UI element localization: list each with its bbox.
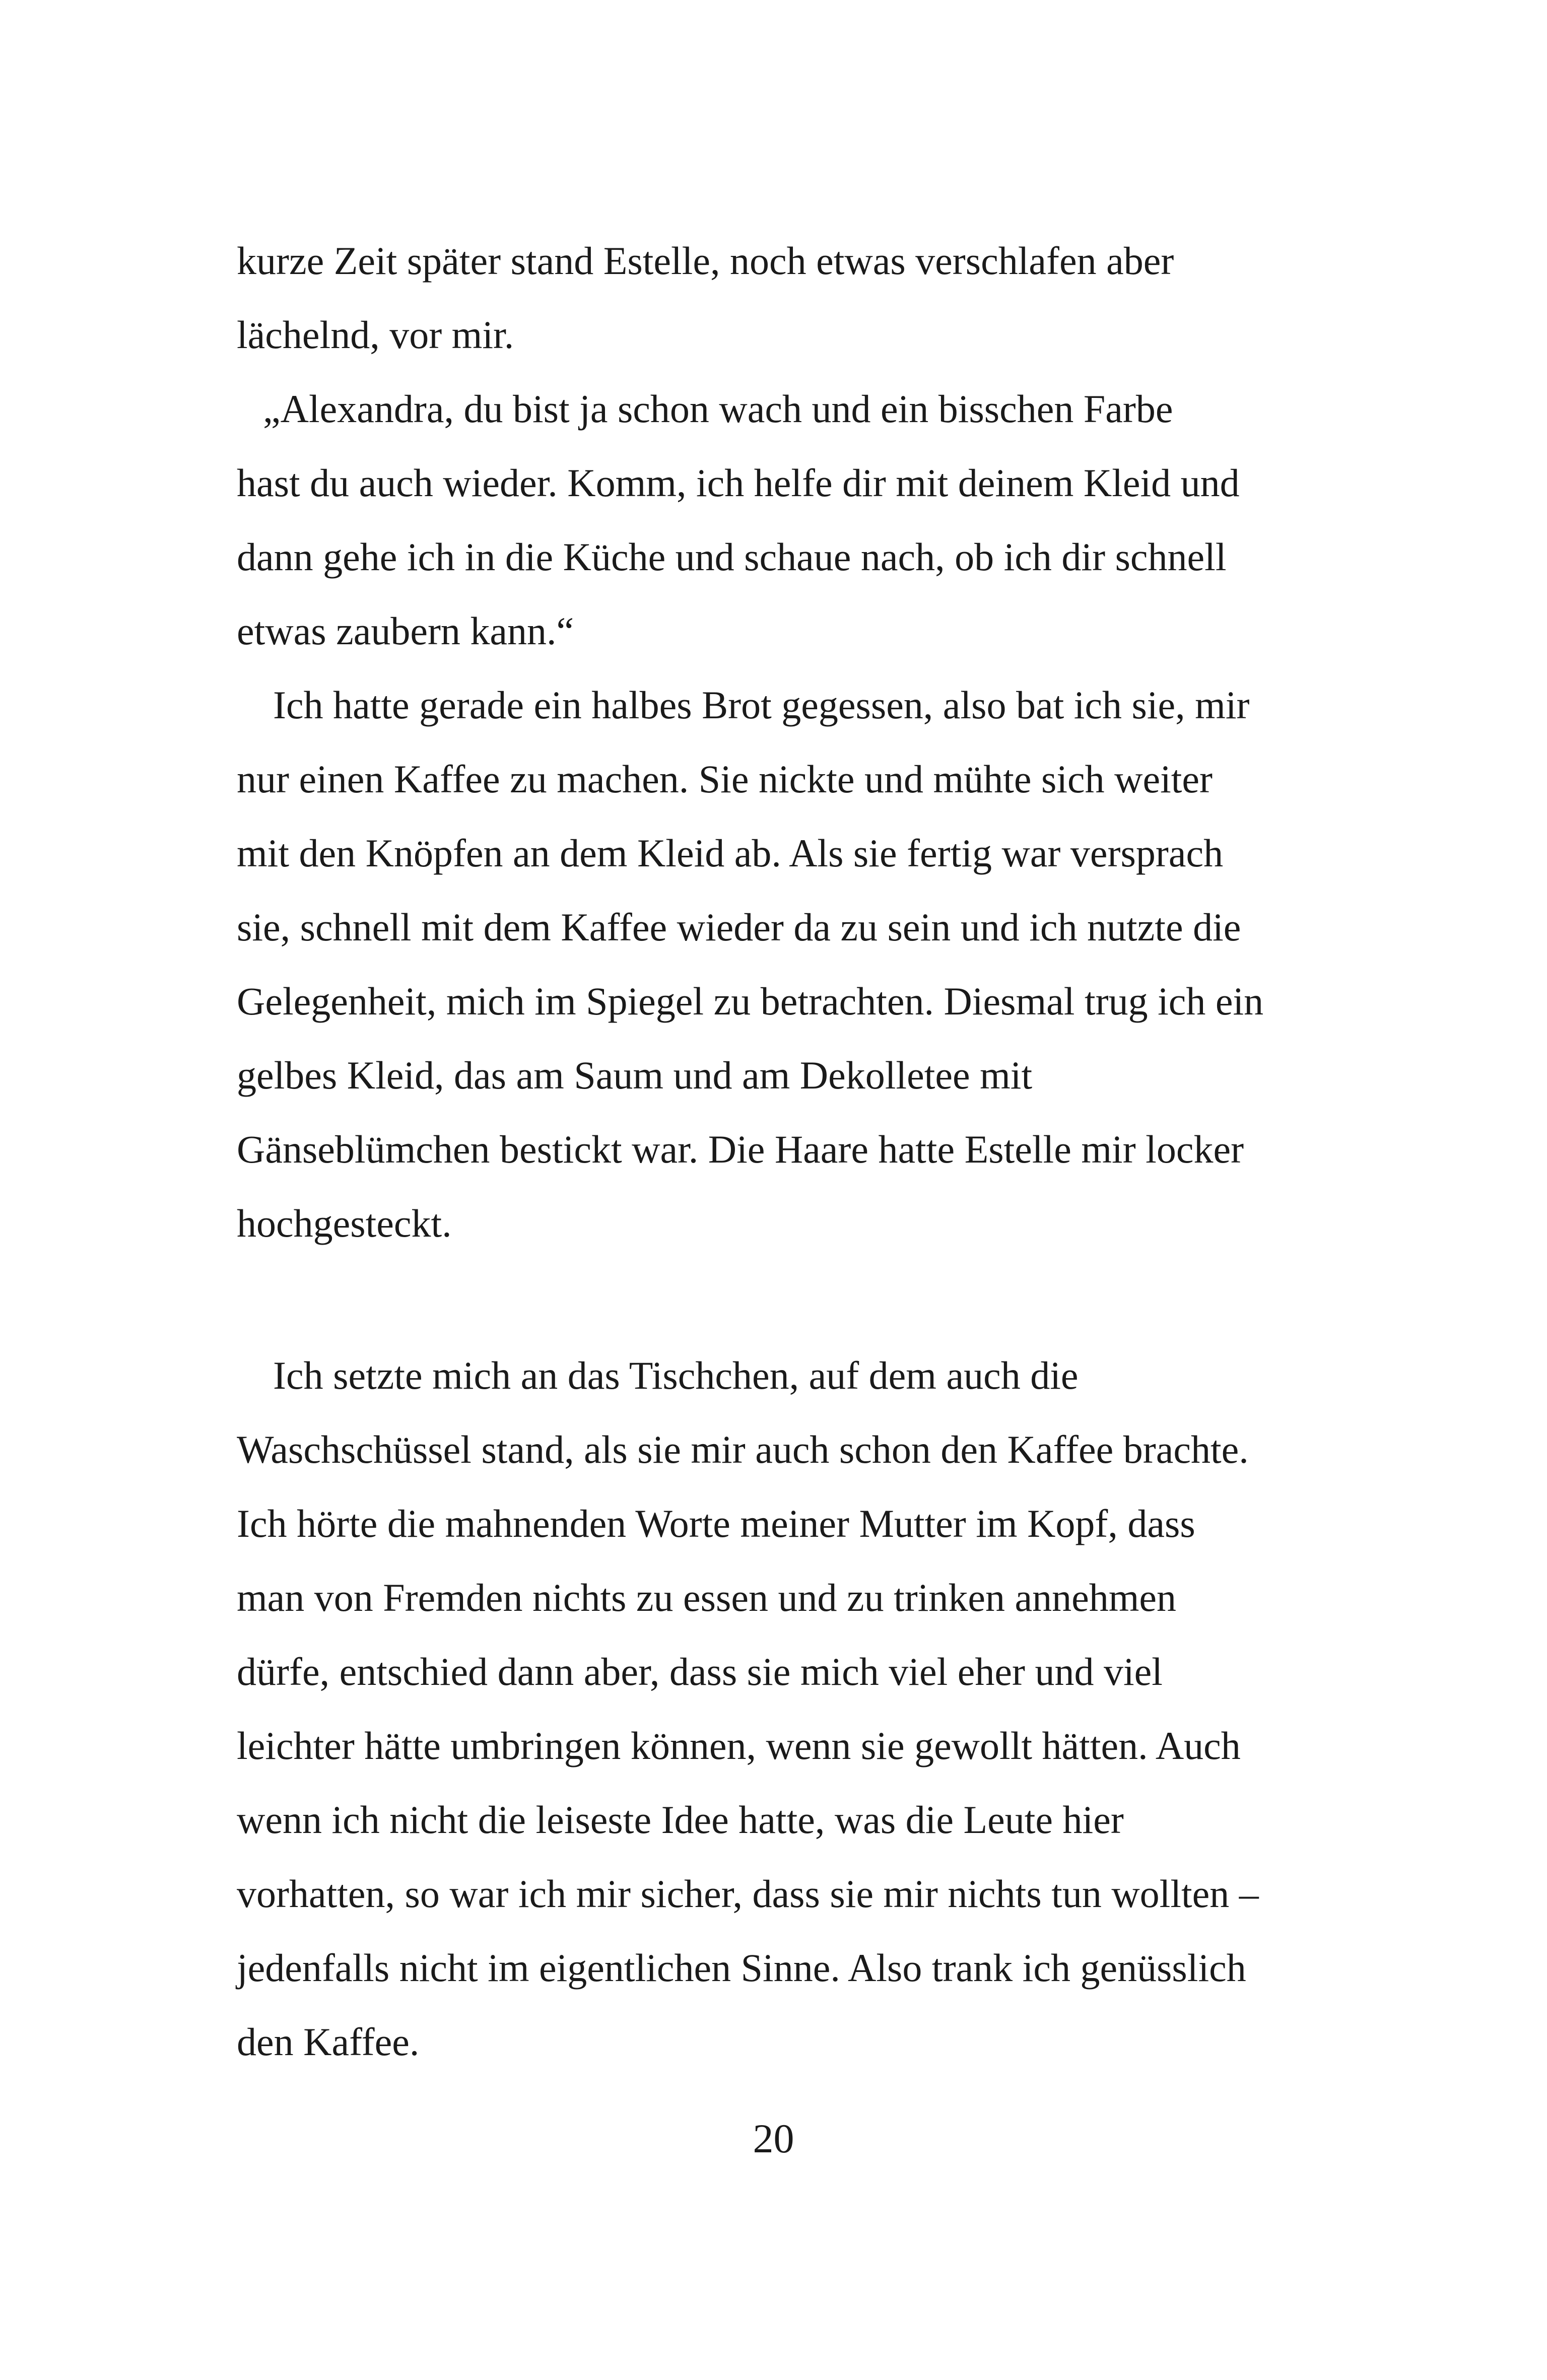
text-line: man von Fremden nichts zu essen und zu trinken annehmen — [237, 1576, 1177, 1619]
text-line: Ich hörte die mahnenden Worte meiner Mutter im Kopf, dass — [237, 1502, 1195, 1545]
text-line: Gänseblümchen bestickt war. Die Haare hatte Estelle mir locker — [237, 1127, 1244, 1171]
text-block-top — [237, 224, 1365, 1260]
text-line: nur einen Kaffee zu machen. Sie nickte und mühte sich weiter — [237, 757, 1213, 801]
text-line: dürfe, entschied dann aber, dass sie mich viel eher und viel — [237, 1650, 1163, 1693]
text-line: Waschschüssel stand, als sie mir auch schon den Kaffee brachte. — [237, 1427, 1249, 1471]
page-number: 20 — [753, 2116, 794, 2161]
text-line: etwas zaubern kann.“ — [237, 609, 574, 653]
text-line: kurze Zeit später stand Estelle, noch etwas verschlafen aber — [237, 239, 1174, 283]
text-line: dann gehe ich in die Küche und schaue nach, ob ich dir schnell — [237, 535, 1227, 579]
text-line: wenn ich nicht die leiseste Idee hatte, was die Leute hier — [237, 1798, 1124, 1842]
text-line: „Alexandra, du bist ja schon wach und ein bisschen Farbe — [263, 387, 1173, 431]
text-line: Gelegenheit, mich im Spiegel zu betrachten. Diesmal trug ich ein — [237, 979, 1264, 1023]
text-line: hochgesteckt. — [237, 1201, 452, 1245]
text-line: den Kaffee. — [237, 2020, 420, 2064]
text-line: vorhatten, so war ich mir sicher, dass sie mir nichts tun wollten – — [237, 1872, 1259, 1916]
text-line: hast du auch wieder. Komm, ich helfe dir mit deinem Kleid und — [237, 461, 1240, 505]
text-line: Ich setzte mich an das Tischchen, auf dem auch die — [273, 1353, 1079, 1397]
text-line: lächelnd, vor mir. — [237, 313, 514, 357]
text-block-bottom — [237, 1338, 1365, 2079]
text-line: gelbes Kleid, das am Saum und am Dekolletee mit — [237, 1053, 1033, 1097]
text-line: mit den Knöpfen an dem Kleid ab. Als sie fertig war versprach — [237, 831, 1224, 875]
text-line: Ich hatte gerade ein halbes Brot gegessen, also bat ich sie, mir — [273, 683, 1250, 727]
text-line: jedenfalls nicht im eigentlichen Sinne. Also trank ich genüsslich — [237, 1946, 1246, 1990]
text-line: leichter hätte umbringen können, wenn sie gewollt hätten. Auch — [237, 1724, 1241, 1767]
text-line: sie, schnell mit dem Kaffee wieder da zu sein und ich nutzte die — [237, 905, 1241, 949]
